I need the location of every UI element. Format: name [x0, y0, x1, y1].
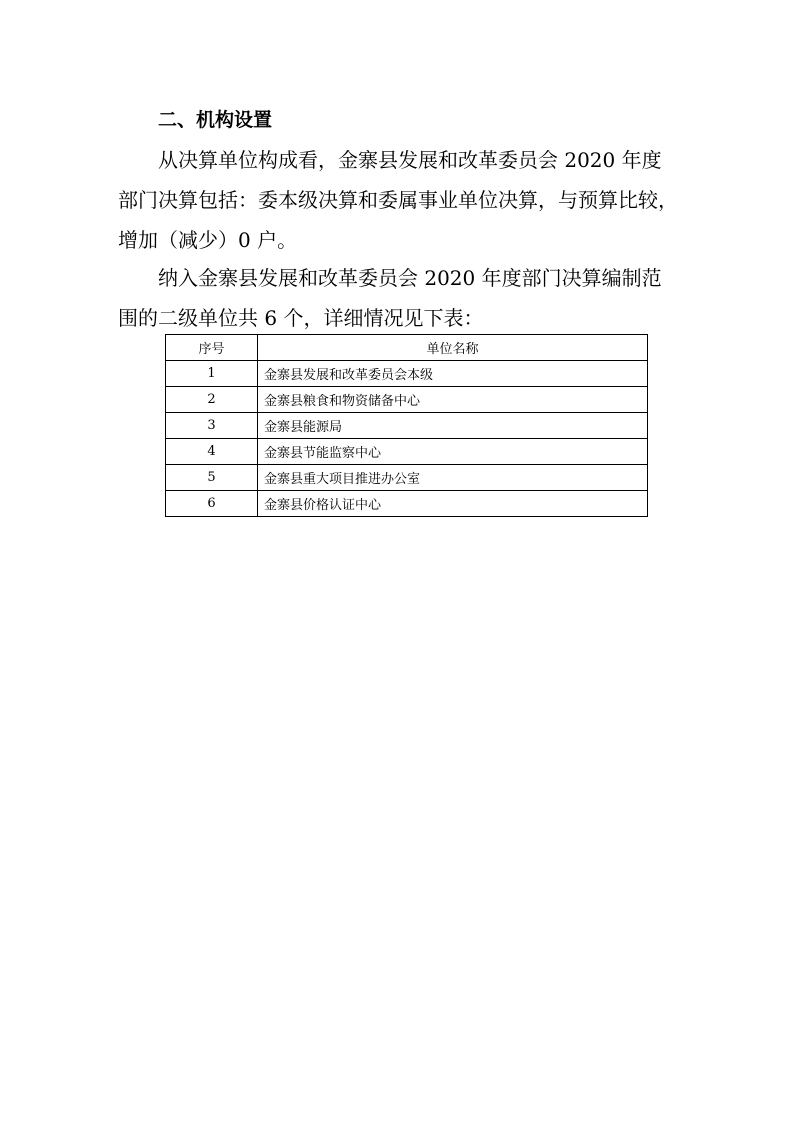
row-unit-name: 金寨县能源局	[258, 413, 648, 439]
table-row	[166, 361, 648, 387]
header-unit-name: 单位名称	[258, 335, 648, 361]
paragraph-scope	[118, 258, 698, 338]
row-index: 6	[166, 491, 258, 517]
section-heading: 二、机构设置	[158, 109, 273, 131]
paragraph-line: 纳入金寨县发展和改革委员会 2020 年度部门决算编制范	[158, 266, 662, 290]
paragraph-line: 增加（减少）0 户。	[118, 228, 298, 252]
table-row	[166, 465, 648, 491]
row-unit-name: 金寨县粮食和物资储备中心	[258, 387, 648, 413]
row-index: 4	[166, 439, 258, 465]
row-index: 3	[166, 413, 258, 439]
row-unit-name: 金寨县重大项目推进办公室	[258, 465, 648, 491]
row-unit-name: 金寨县价格认证中心	[258, 491, 648, 517]
table-row	[166, 413, 648, 439]
header-index: 序号	[166, 335, 258, 361]
paragraph-line: 从决算单位构成看，金寨县发展和改革委员会 2020 年度	[158, 148, 662, 172]
table-row	[166, 439, 648, 465]
table-header-row	[166, 335, 648, 361]
table-row	[166, 387, 648, 413]
row-index: 5	[166, 465, 258, 491]
units-table	[165, 334, 648, 517]
table-row	[166, 491, 648, 517]
row-index: 1	[166, 361, 258, 387]
paragraph-line: 围的二级单位共 6 个，详细情况见下表：	[118, 306, 484, 330]
paragraph-composition	[118, 140, 698, 260]
row-index: 2	[166, 387, 258, 413]
row-unit-name: 金寨县节能监察中心	[258, 439, 648, 465]
paragraph-line: 部门决算包括：委本级决算和委属事业单位决算，与预算比较，	[118, 188, 678, 212]
row-unit-name: 金寨县发展和改革委员会本级	[258, 361, 648, 387]
